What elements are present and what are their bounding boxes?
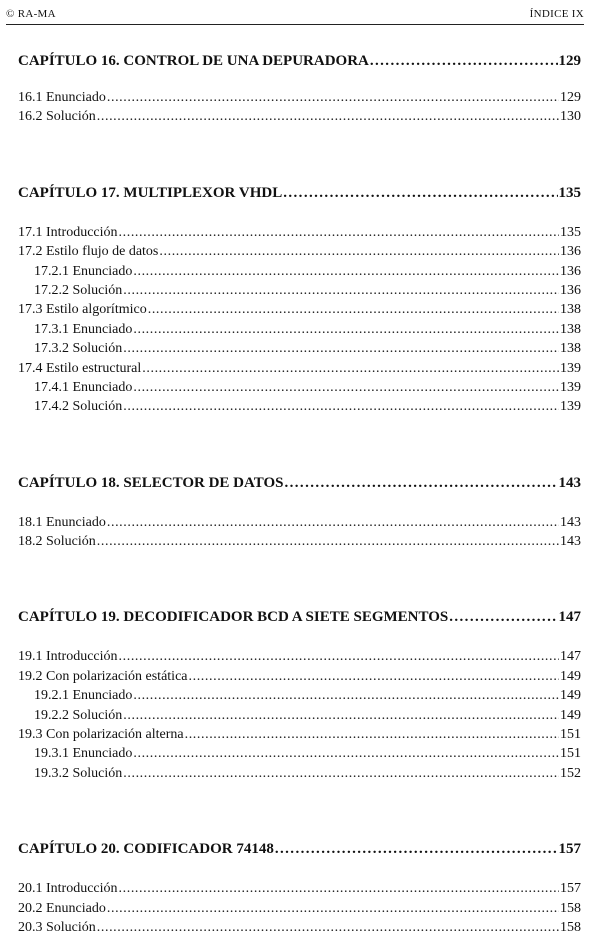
chapter-page: 129 [558, 53, 581, 69]
entry-page: 139 [560, 399, 581, 415]
entry-title: 20.1 Introducción [18, 881, 118, 897]
toc-entry [18, 647, 581, 666]
chapter-heading [18, 461, 581, 505]
table-of-contents [18, 42, 581, 937]
entry-title: 18.1 Enunciado [18, 514, 106, 530]
entry-page: 136 [560, 282, 581, 298]
toc-entry [18, 879, 581, 898]
dot-leader [97, 532, 559, 551]
dot-leader [119, 879, 559, 898]
entry-title: 17.3.2 Solución [34, 341, 123, 357]
publisher-label: © RA-MA [6, 8, 56, 20]
entry-page: 136 [560, 244, 581, 260]
entry-page: 151 [560, 746, 581, 762]
entry-title: 17.2 Estilo flujo de datos [18, 244, 159, 260]
entry-page: 138 [560, 341, 581, 357]
toc-subentry [18, 339, 581, 358]
chapter-title: CAPÍTULO 16. CONTROL DE UNA DEPURADORA [18, 53, 369, 69]
chapter-heading [18, 595, 581, 639]
toc-subentry [18, 378, 581, 397]
toc-entry [18, 223, 581, 242]
toc-entry [18, 667, 581, 686]
toc-entry [18, 300, 581, 319]
dot-leader [449, 595, 557, 639]
entry-title: 20.3 Solución [18, 919, 96, 935]
dot-leader [119, 223, 559, 242]
entry-page: 143 [560, 514, 581, 530]
dot-leader [159, 242, 559, 261]
toc-subentry [18, 397, 581, 416]
chapter-title: CAPÍTULO 18. SELECTOR DE DATOS [18, 474, 284, 491]
entry-page: 130 [560, 109, 581, 125]
entry-title: 19.3.2 Solución [34, 765, 123, 781]
entry-page: 149 [560, 707, 581, 723]
entry-page: 136 [560, 263, 581, 279]
entry-page: 149 [560, 688, 581, 704]
toc-subentry [18, 764, 581, 783]
toc-entry [18, 242, 581, 261]
dot-leader [133, 262, 559, 281]
chapter-page: 143 [558, 474, 581, 491]
entry-title: 19.3.1 Enunciado [34, 746, 133, 762]
entry-title: 17.2.2 Solución [34, 282, 123, 298]
toc-subentry [18, 744, 581, 763]
entry-title: 19.3 Con polarización alterna [18, 727, 184, 743]
dot-leader [148, 300, 559, 319]
entry-page: 138 [560, 321, 581, 337]
running-header [6, 4, 584, 25]
entry-title: 17.4 Estilo estructural [18, 360, 142, 376]
chapter-heading [18, 171, 581, 215]
entry-page: 152 [560, 765, 581, 781]
chapter-title: CAPÍTULO 17. MULTIPLEXOR VHDL [18, 184, 283, 201]
toc-subentry [18, 320, 581, 339]
entry-title: 17.3.1 Enunciado [34, 321, 133, 337]
toc-entry [18, 532, 581, 551]
toc-subentry [18, 686, 581, 705]
chapter-heading [18, 42, 581, 80]
dot-leader [107, 513, 559, 532]
entry-page: 158 [560, 900, 581, 916]
entry-title: 17.2.1 Enunciado [34, 263, 133, 279]
entry-page: 129 [560, 90, 581, 105]
dot-leader [370, 42, 558, 80]
dot-leader [97, 107, 559, 126]
dot-leader [133, 744, 559, 763]
dot-leader [275, 827, 558, 871]
entry-page: 135 [560, 224, 581, 240]
dot-leader [284, 461, 557, 505]
chapter-title: CAPÍTULO 20. CODIFICADOR 74148 [18, 841, 274, 858]
dot-leader [107, 88, 559, 107]
toc-entry [18, 107, 581, 126]
page-header-label: ÍNDICE IX [529, 8, 584, 20]
toc-entry [18, 899, 581, 918]
entry-page: 143 [560, 534, 581, 550]
dot-leader [119, 647, 559, 666]
dot-leader [123, 764, 559, 783]
dot-leader [123, 339, 559, 358]
entry-title: 16.1 Enunciado [18, 90, 106, 105]
toc-subentry [18, 281, 581, 300]
entry-page: 151 [560, 727, 581, 743]
dot-leader [123, 706, 559, 725]
entry-page: 147 [560, 649, 581, 665]
toc-subentry [18, 706, 581, 725]
dot-leader [133, 686, 559, 705]
entry-title: 17.4.1 Enunciado [34, 379, 133, 395]
entry-page: 138 [560, 302, 581, 318]
dot-leader [142, 359, 559, 378]
entry-title: 18.2 Solución [18, 534, 96, 550]
dot-leader [133, 320, 559, 339]
dot-leader [283, 171, 557, 215]
entry-title: 16.2 Solución [18, 109, 96, 125]
dot-leader [123, 397, 559, 416]
chapter-title: CAPÍTULO 19. DECODIFICADOR BCD A SIETE SEGMENTOS [18, 609, 449, 626]
chapter-page: 147 [558, 609, 581, 626]
dot-leader [123, 281, 559, 300]
chapter-page: 157 [558, 841, 581, 858]
toc-entry [18, 513, 581, 532]
toc-entry [18, 918, 581, 937]
entry-title: 19.2 Con polarización estática [18, 668, 188, 684]
entry-title: 17.3 Estilo algorítmico [18, 302, 147, 318]
entry-title: 19.2.2 Solución [34, 707, 123, 723]
toc-entry [18, 725, 581, 744]
dot-leader [97, 918, 559, 937]
entry-title: 17.4.2 Solución [34, 399, 123, 415]
dot-leader [107, 899, 559, 918]
entry-page: 139 [560, 360, 581, 376]
dot-leader [133, 378, 559, 397]
chapter-page: 135 [558, 184, 581, 201]
entry-page: 139 [560, 379, 581, 395]
chapter-heading [18, 827, 581, 871]
toc-entry [18, 359, 581, 378]
dot-leader [189, 667, 560, 686]
entry-page: 157 [560, 881, 581, 897]
entry-title: 17.1 Introducción [18, 224, 118, 240]
entry-title: 19.2.1 Enunciado [34, 688, 133, 704]
toc-subentry [18, 262, 581, 281]
entry-page: 149 [560, 668, 581, 684]
entry-title: 20.2 Enunciado [18, 900, 106, 916]
entry-page: 158 [560, 919, 581, 935]
entry-title: 19.1 Introducción [18, 649, 118, 665]
toc-entry [18, 88, 581, 107]
dot-leader [185, 725, 559, 744]
